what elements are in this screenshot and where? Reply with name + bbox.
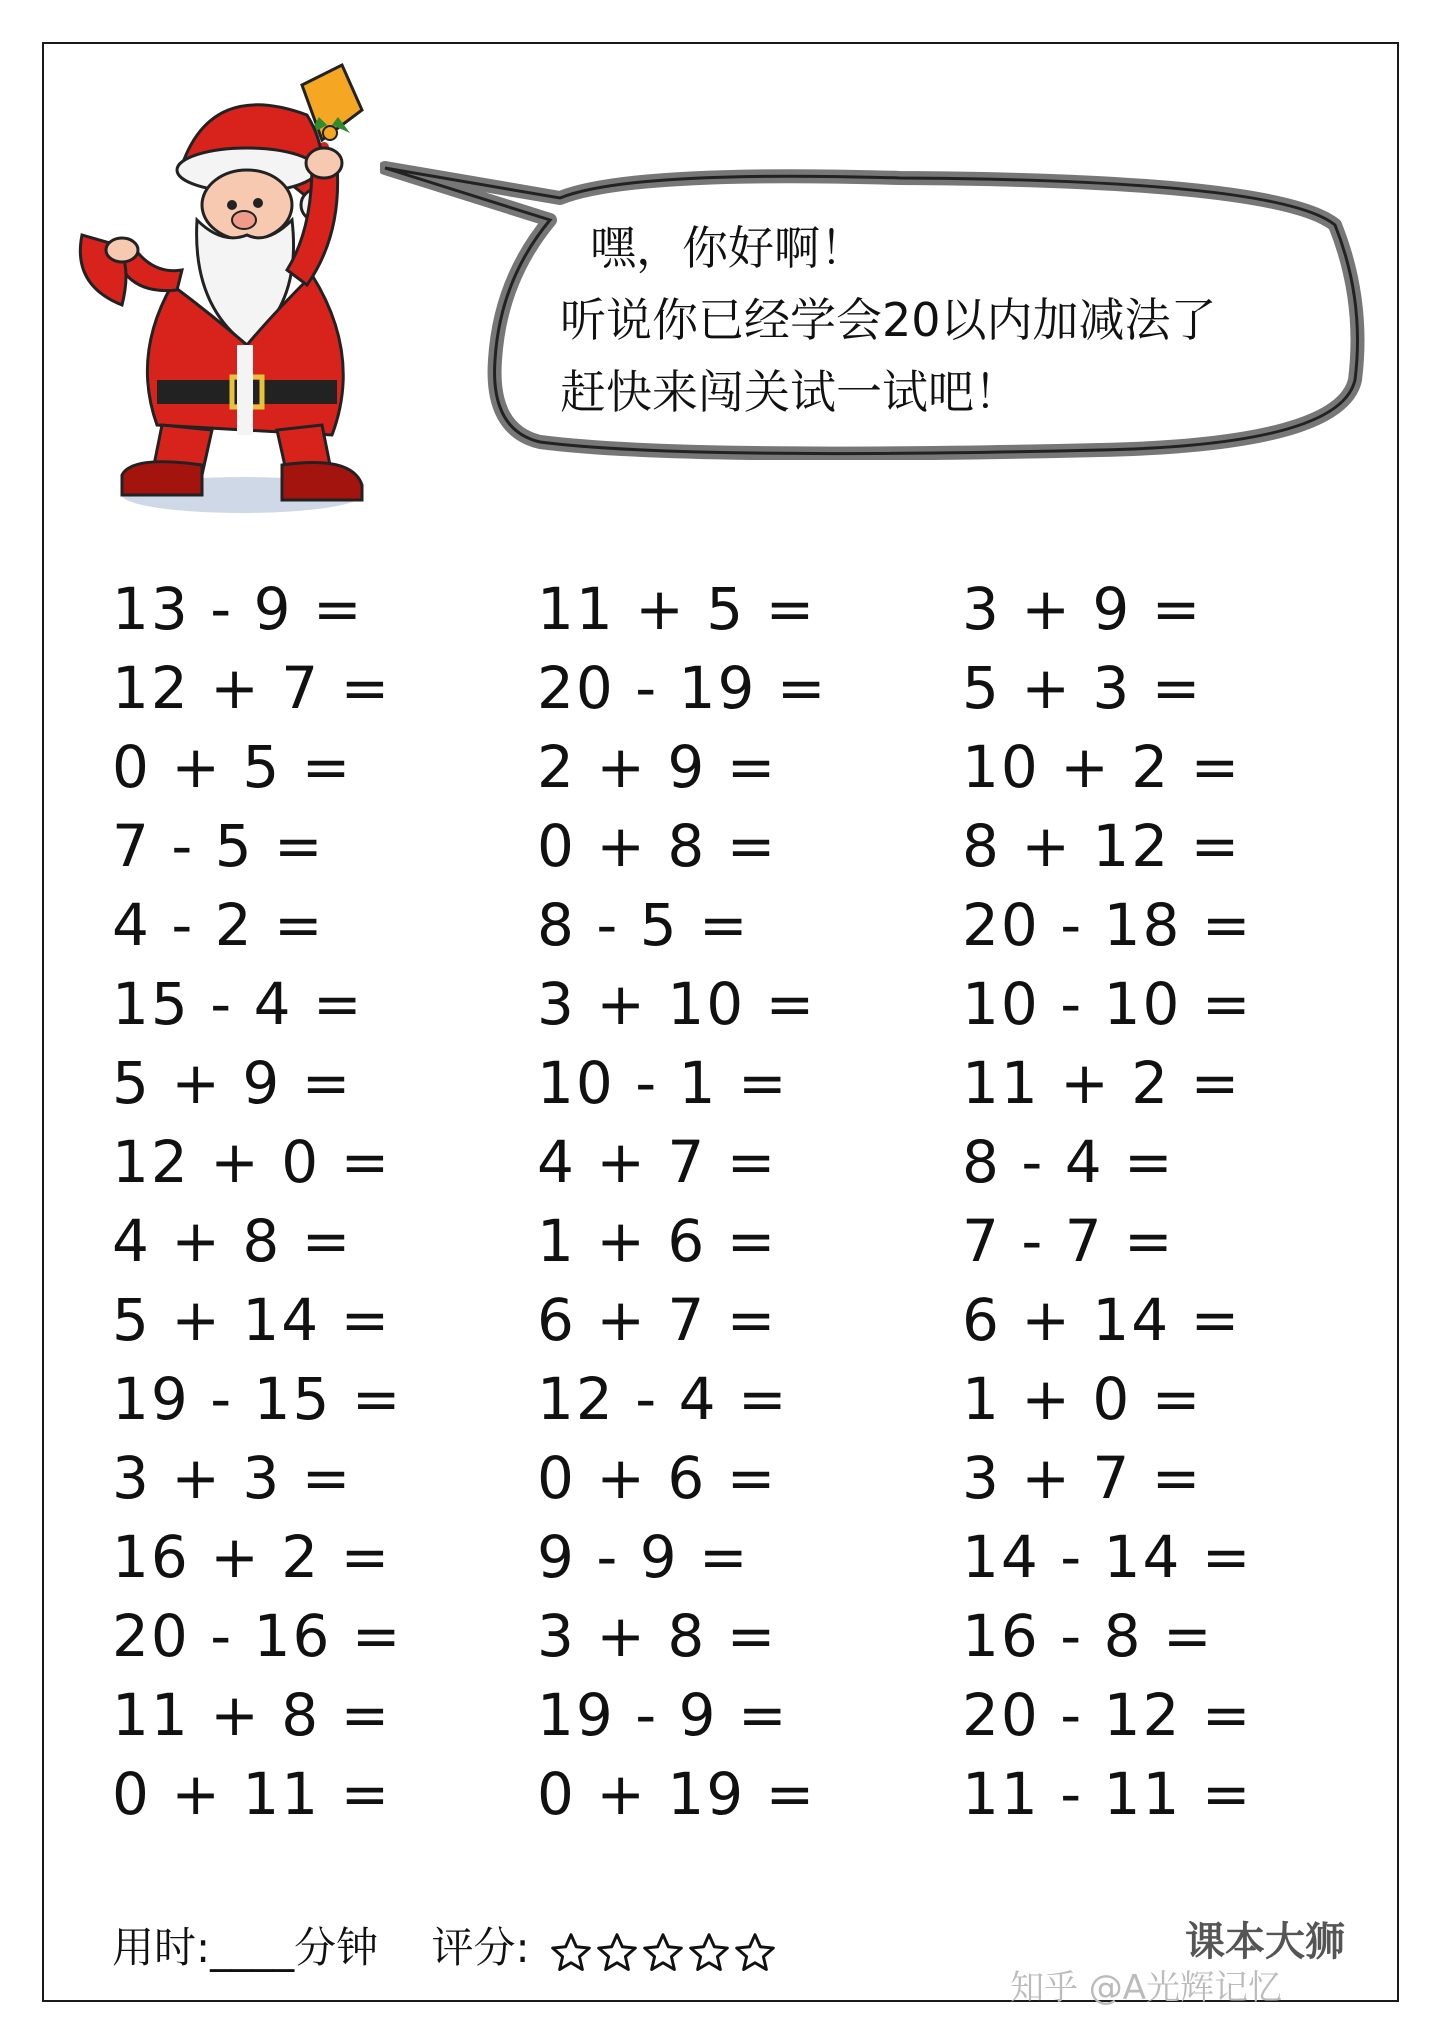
rating-stars [549,1926,779,1976]
problem-item: 11 - 11 = [962,1760,1253,1828]
problem-item: 5 + 14 = [112,1286,392,1354]
problem-item: 4 + 8 = [112,1207,353,1275]
problem-item: 20 - 16 = [112,1602,403,1670]
problem-item: 5 + 3 = [962,654,1203,722]
problem-item: 16 - 8 = [962,1602,1214,1670]
problem-item: 0 + 5 = [112,733,353,801]
santa-illustration [62,55,402,525]
problem-item: 19 - 15 = [112,1365,403,1433]
problem-item: 6 + 7 = [537,1286,778,1354]
problem-item: 3 + 9 = [962,575,1203,643]
problem-item: 14 - 14 = [962,1523,1253,1591]
problem-item: 7 - 7 = [962,1207,1175,1275]
speech-line-2: 听说你已经学会20以内加减法了 [560,293,1217,347]
footer [112,1915,779,1975]
problem-item: 5 + 9 = [112,1049,353,1117]
problem-item: 20 - 19 = [537,654,828,722]
problem-item: 20 - 12 = [962,1681,1253,1749]
speech-line-3: 赶快来闯关试一试吧！ [560,365,1020,419]
problem-item: 8 - 5 = [537,891,750,959]
problem-item: 16 + 2 = [112,1523,392,1591]
watermark: 知乎 @A光辉记忆 [1010,1968,1283,2008]
problem-item: 6 + 14 = [962,1286,1242,1354]
problem-item: 8 + 12 = [962,812,1242,880]
star-icon [733,1931,777,1975]
problem-item: 2 + 9 = [537,733,778,801]
problem-item: 7 - 5 = [112,812,325,880]
problem-item: 15 - 4 = [112,970,364,1038]
problem-item: 10 - 10 = [962,970,1253,1038]
problem-item: 1 + 0 = [962,1365,1203,1433]
problem-item: 12 + 7 = [112,654,392,722]
star-icon [641,1931,685,1975]
star-icon [549,1931,593,1975]
brand-logo: 课本大狮 [1185,1918,1345,1965]
problem-item: 0 + 19 = [537,1760,817,1828]
speech-text [560,212,1320,428]
problem-item: 8 - 4 = [962,1128,1175,1196]
problem-grid [112,570,1312,1834]
star-icon [595,1931,639,1975]
problem-item: 13 - 9 = [112,575,364,643]
problem-item: 0 + 8 = [537,812,778,880]
problem-item: 11 + 5 = [537,575,817,643]
time-label: 用时:____分钟 [112,1923,379,1972]
problem-item: 9 - 9 = [537,1523,750,1591]
problem-item: 11 + 8 = [112,1681,392,1749]
problem-item: 0 + 11 = [112,1760,392,1828]
problem-item: 1 + 6 = [537,1207,778,1275]
star-icon [687,1931,731,1975]
problem-item: 3 + 3 = [112,1444,353,1512]
problem-item: 20 - 18 = [962,891,1253,959]
speech-line-1: 嘿，你好啊！ [590,221,866,275]
problem-item: 12 + 0 = [112,1128,392,1196]
problem-item: 19 - 9 = [537,1681,789,1749]
problem-item: 3 + 7 = [962,1444,1203,1512]
problem-item: 4 + 7 = [537,1128,778,1196]
problem-item: 12 - 4 = [537,1365,789,1433]
problem-item: 3 + 8 = [537,1602,778,1670]
problem-item: 3 + 10 = [537,970,817,1038]
problem-item: 11 + 2 = [962,1049,1242,1117]
problem-item: 10 + 2 = [962,733,1242,801]
problem-item: 10 - 1 = [537,1049,789,1117]
problem-item: 0 + 6 = [537,1444,778,1512]
score-label: 评分: [431,1923,530,1972]
problem-item: 4 - 2 = [112,891,325,959]
